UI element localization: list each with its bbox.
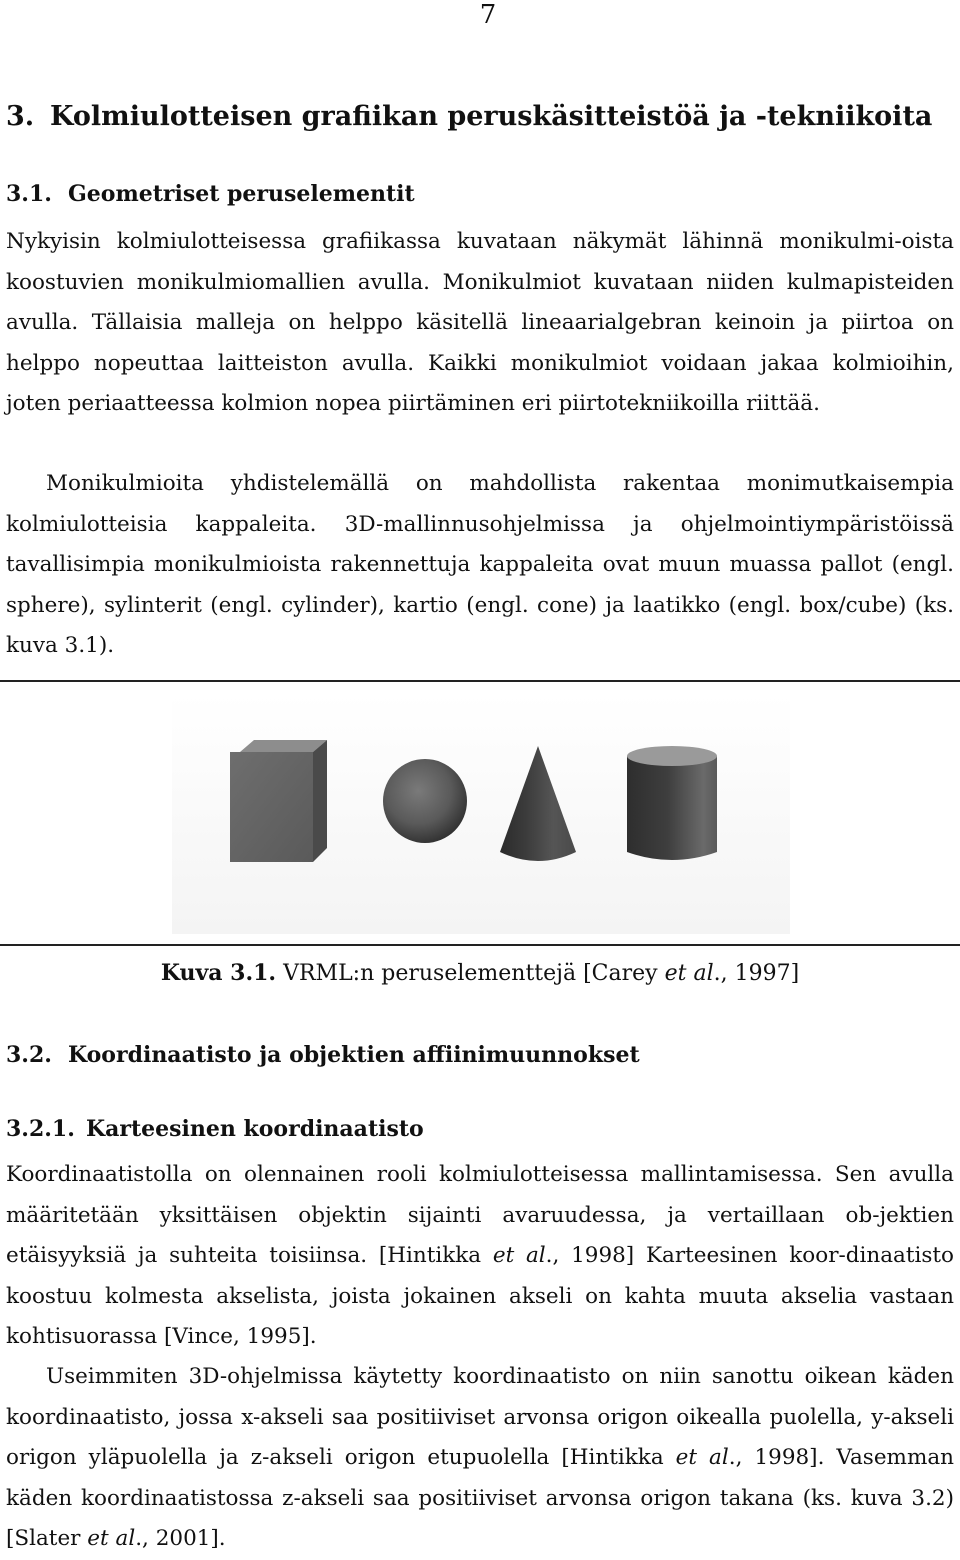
figure-bottom-rule <box>0 944 960 946</box>
section-number: 3.2.1. <box>6 1116 75 1142</box>
section-number: 3.2. <box>6 1042 52 1068</box>
paragraph-coordinate-system <box>6 1155 954 1358</box>
caption-italic: et al <box>664 961 714 986</box>
figure-caption <box>0 960 960 986</box>
section-heading-3-2-1 <box>6 1116 954 1142</box>
section-heading-3-2 <box>6 1042 954 1068</box>
paragraph-primitives <box>6 464 954 667</box>
page-number: 7 <box>479 0 497 30</box>
cube-shape <box>230 740 327 862</box>
text-run: ., 1998]. Vasemman käden koordinaatistossa z-akseli saa positiiviset arvonsa origon takana (ks. kuva 3.2) [Slater <box>6 1445 954 1551</box>
italic-run: et al <box>87 1526 136 1551</box>
chapter-title: Kolmiulotteisen grafiikan peruskäsitteistöä ja -tekniikoita <box>50 101 933 132</box>
section-heading-3-1 <box>6 181 954 207</box>
sphere-shape <box>383 759 467 843</box>
italic-run: et al <box>675 1445 729 1470</box>
primitives-illustration <box>172 694 790 934</box>
chapter-heading <box>6 101 954 132</box>
caption-text: VRML:n peruselementtejä [Carey <box>283 961 665 986</box>
figure-vrml-primitives <box>172 694 790 934</box>
section-title: Koordinaatisto ja objektien affiinimuunnokset <box>68 1042 640 1068</box>
section-number: 3.1. <box>6 181 52 207</box>
italic-run: et al <box>492 1243 546 1268</box>
paragraph-polygon-models: Nykyisin kolmiulotteisessa grafiikassa kuvataan näkymät lähinnä monikulmi-oista koostuvien monikulmiomallien avulla. Monikulmiot kuvataan niiden kulmapisteiden avulla. Tällaisia malleja on helppo käsitellä lineaarialgebran keinoin ja piirtoa on helppo nopeuttaa laitteiston avulla. Kaikki monikulmiot voidaan jakaa kolmioihin, joten periaatteessa kolmion nopea piirtäminen eri piirtotekniikoilla riittää. <box>6 229 954 416</box>
paragraph-primitives-text: Monikulmioita yhdistelemällä on mahdollista rakentaa monimutkaisempia kolmiulotteisia kappaleita. 3D-mallinnusohjelmissa ja ohjelmointiympäristöissä tavallisimpia monikulmioista rakennettuja kappaleita ovat muun muassa pallot (engl. sphere), sylinterit (engl. cylinder), kartio (engl. cone) ja laatikko (engl. box/cube) (ks. kuva 3.1). <box>6 471 954 658</box>
caption-label: Kuva 3.1. <box>160 960 277 986</box>
section-title: Karteesinen koordinaatisto <box>86 1116 424 1142</box>
caption-text-end: ., 1997] <box>713 961 800 986</box>
text-run: Koordinaatistolla on olennainen rooli kolmiulotteisessa mallintamisessa. Sen avulla määritetään yksittäisen objektin sijainti avaruudessa, ja vertaillaan ob-jektien etäisyyksiä ja suhteita toisiinsa. [Hintikka <box>6 1162 954 1268</box>
text-run: Useimmiten 3D-ohjelmissa käytetty koordinaatisto on niin sanottu oikean käden koordinaatisto, jossa x-akseli saa positiiviset arvonsa origon oikealla puolella, y-akseli origon yläpuolella ja z-akseli origon etupuolella [Hintikka <box>6 1364 954 1470</box>
cylinder-shape <box>627 746 717 860</box>
chapter-number: 3. <box>6 101 35 132</box>
text-run: ., 2001]. <box>135 1526 226 1551</box>
section-title: Geometriset peruselementit <box>68 181 415 207</box>
figure-top-rule <box>0 680 960 682</box>
paragraph-right-hand-system <box>6 1357 954 1560</box>
text-run: ., 1998] Karteesinen koor-dinaatisto koostuu kolmesta akselista, joista jokainen akseli on kahta muuta akselia vastaan kohtisuorassa [Vince, 1995]. <box>6 1243 954 1349</box>
